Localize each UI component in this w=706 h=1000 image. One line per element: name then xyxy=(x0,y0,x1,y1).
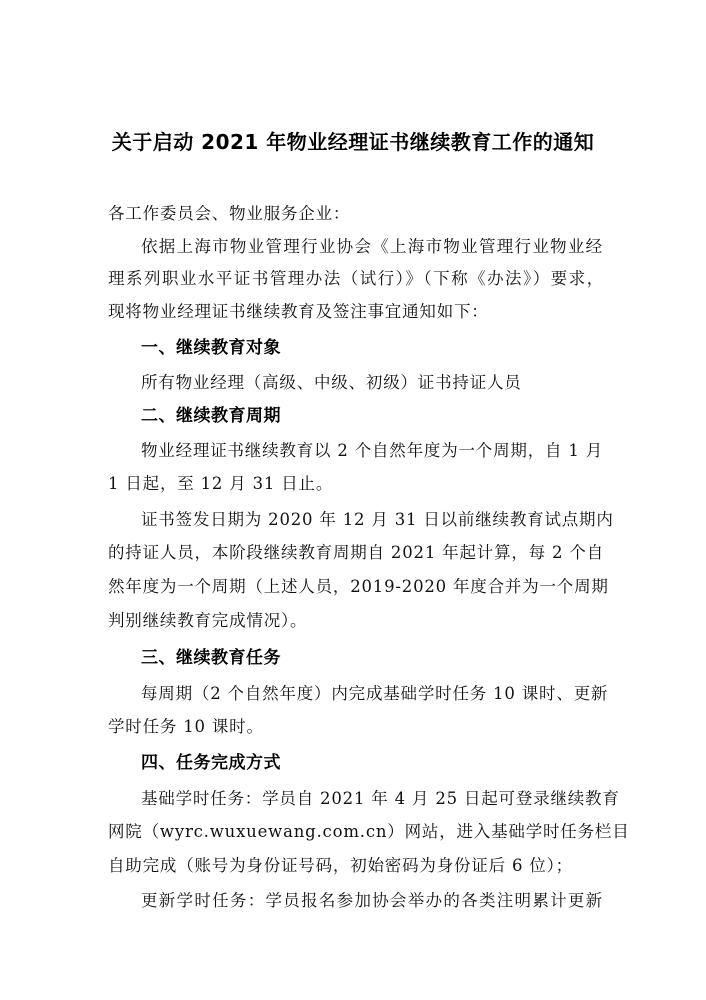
section-3-line-2: 学时任务 10 课时。 xyxy=(108,717,264,736)
section-4-p2-line-1: 更新学时任务：学员报名参加协会举办的各类注明累计更新 xyxy=(141,891,603,910)
section-2-p1-line-2: 1 日起，至 12 月 31 日止。 xyxy=(108,474,334,493)
section-2-p2-line-3: 然年度为一个周期（上述人员，2019-2020 年度合并为一个周期 xyxy=(108,577,609,596)
intro-line-1: 依据上海市物业管理行业协会《上海市物业管理行业物业经 xyxy=(141,237,603,256)
section-2-p2-line-4: 判别继续教育完成情况）。 xyxy=(108,611,308,630)
section-2-p2-line-1: 证书签发日期为 2020 年 12 月 31 日以前继续教育试点期内 xyxy=(141,510,614,529)
salutation: 各工作委员会、物业服务企业： xyxy=(108,204,351,223)
section-4-p1-line-3: 自助完成（账号为身份证号码，初始密码为身份证后 6 位）； xyxy=(108,856,573,875)
section-4-p1-line-2: 网院（wyrc.wuxuewang.com.cn）网站，进入基础学时任务栏目 xyxy=(108,822,630,841)
section-2-p1-line-1: 物业经理证书继续教育以 2 个自然年度为一个周期，自 1 月 xyxy=(141,441,603,460)
section-4-heading: 四、任务完成方式 xyxy=(141,753,281,773)
section-3-line-1: 每周期（2 个自然年度）内完成基础学时任务 10 课时、更新 xyxy=(141,684,609,703)
section-3-heading: 三、继续教育任务 xyxy=(141,648,281,668)
section-2-heading: 二、继续教育周期 xyxy=(141,406,281,426)
section-2-p2-line-2: 的持证人员，本阶段继续教育周期自 2021 年起计算，每 2 个自 xyxy=(108,543,604,562)
section-4-p1-line-1: 基础学时任务：学员自 2021 年 4 月 25 日起可登录继续教育 xyxy=(141,789,620,808)
section-1-heading: 一、继续教育对象 xyxy=(141,338,281,358)
document-title: 关于启动 2021 年物业经理证书继续教育工作的通知 xyxy=(111,130,595,154)
intro-line-2: 理系列职业水平证书管理办法（试行）》（下称《办法》）要求， xyxy=(108,269,604,288)
intro-line-3: 现将物业经理证书继续教育及签注事宜通知如下： xyxy=(108,302,489,321)
section-1-body: 所有物业经理（高级、中级、初级）证书持证人员 xyxy=(141,373,522,392)
